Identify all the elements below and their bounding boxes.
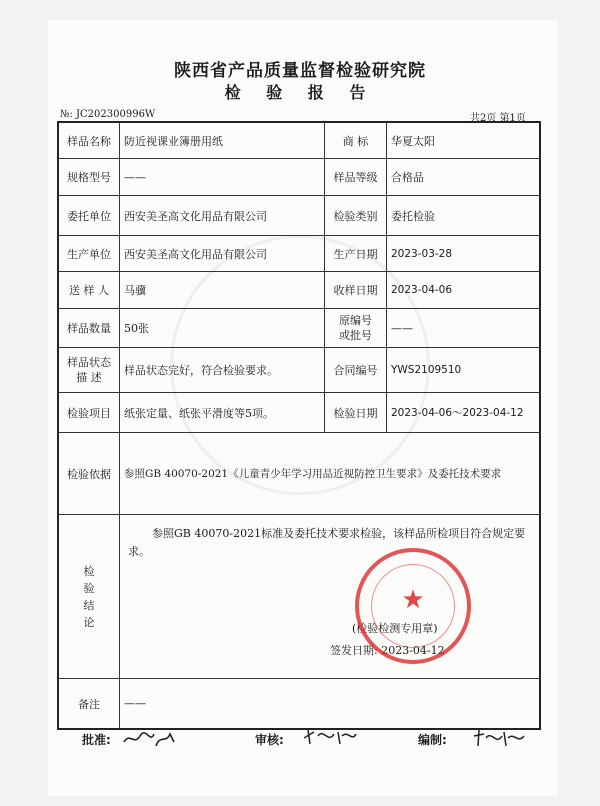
page-info: 共2页 第1页 — [470, 113, 526, 124]
value-test-type: 委托检验 — [387, 196, 539, 236]
value-sample-state: 样品状态完好，符合检验要求。 — [120, 348, 325, 393]
stamp-note: (检验检测专用章) — [352, 622, 438, 635]
label-sample-name: 样品名称 — [59, 123, 120, 159]
label-contract-no: 合同编号 — [325, 348, 387, 393]
value-model: —— — [120, 159, 325, 196]
label-conclusion — [59, 515, 120, 679]
label-conclusion-char-1: 检 — [83, 564, 95, 578]
value-sample-name: 防近视课业簿册用纸 — [120, 123, 325, 159]
label-producer: 生产单位 — [59, 236, 120, 272]
label-quantity: 样品数量 — [59, 309, 120, 348]
value-quantity: 50张 — [120, 309, 325, 348]
value-producer: 西安美圣高文化用品有限公司 — [120, 236, 325, 272]
value-grade: 合格品 — [387, 159, 539, 196]
label-conclusion-char-4: 论 — [83, 615, 95, 629]
approve-label: 批准: — [82, 733, 111, 747]
label-conclusion-char-3: 结 — [83, 598, 95, 612]
label-sample-state — [59, 348, 120, 393]
label-batch-no-line1: 原编号 — [339, 314, 372, 327]
approver-signature — [120, 728, 178, 750]
official-seal — [355, 548, 471, 664]
preparer-signature — [470, 726, 530, 750]
review-label: 审核: — [255, 733, 284, 747]
label-basis: 检验依据 — [59, 433, 120, 515]
value-batch-no: —— — [387, 309, 539, 348]
conclusion-text: 参照GB 40070-2021标准及委托技术要求检验，该样品所检项目符合规定要求。 — [128, 527, 526, 558]
value-remarks: —— — [124, 697, 146, 710]
value-contract-no: YWS2109510 — [387, 348, 539, 393]
value-submitter: 马骥 — [120, 272, 325, 309]
label-test-date: 检验日期 — [325, 393, 387, 433]
label-test-items: 检验项目 — [59, 393, 120, 433]
prepare-label: 编制: — [418, 733, 447, 747]
label-trademark: 商 标 — [325, 123, 387, 159]
label-receipt-date: 收样日期 — [325, 272, 387, 309]
value-receipt-date: 2023-04-06 — [387, 272, 539, 309]
label-grade: 样品等级 — [325, 159, 387, 196]
report-title: 检 验 报 告 — [224, 83, 376, 102]
label-conclusion-char-2: 验 — [83, 581, 95, 595]
label-remarks: 备注 — [59, 679, 120, 728]
reviewer-signature — [300, 726, 360, 748]
value-test-items: 纸张定量、纸张平滑度等5项。 — [120, 393, 325, 433]
label-client: 委托单位 — [59, 196, 120, 236]
seal-star-icon: ★ — [401, 585, 425, 615]
report-table — [57, 121, 541, 730]
label-batch-no — [325, 309, 387, 348]
report-number: №: JC202300996W — [60, 109, 156, 120]
issue-date: 签发日期: 2023-04-12 — [330, 644, 445, 657]
value-test-date: 2023-04-06～2023-04-12 — [387, 393, 539, 433]
label-model: 规格型号 — [59, 159, 120, 196]
value-production-date: 2023-03-28 — [387, 236, 539, 272]
label-batch-no-line2: 或批号 — [339, 329, 372, 342]
conclusion-box — [120, 515, 539, 679]
value-client: 西安美圣高文化用品有限公司 — [120, 196, 325, 236]
label-production-date: 生产日期 — [325, 236, 387, 272]
value-basis: 参照GB 40070-2021《儿童青少年学习用品近视防控卫生要求》及委托技术要求 — [120, 433, 539, 515]
value-trademark: 华夏太阳 — [387, 123, 539, 159]
label-test-type: 检验类别 — [325, 196, 387, 236]
label-sample-state-line1: 样品状态 — [67, 356, 111, 369]
institute-title: 陕西省产品质量监督检验研究院 — [174, 61, 426, 81]
label-submitter: 送 样 人 — [59, 272, 120, 309]
label-sample-state-line2: 描 述 — [76, 371, 102, 384]
